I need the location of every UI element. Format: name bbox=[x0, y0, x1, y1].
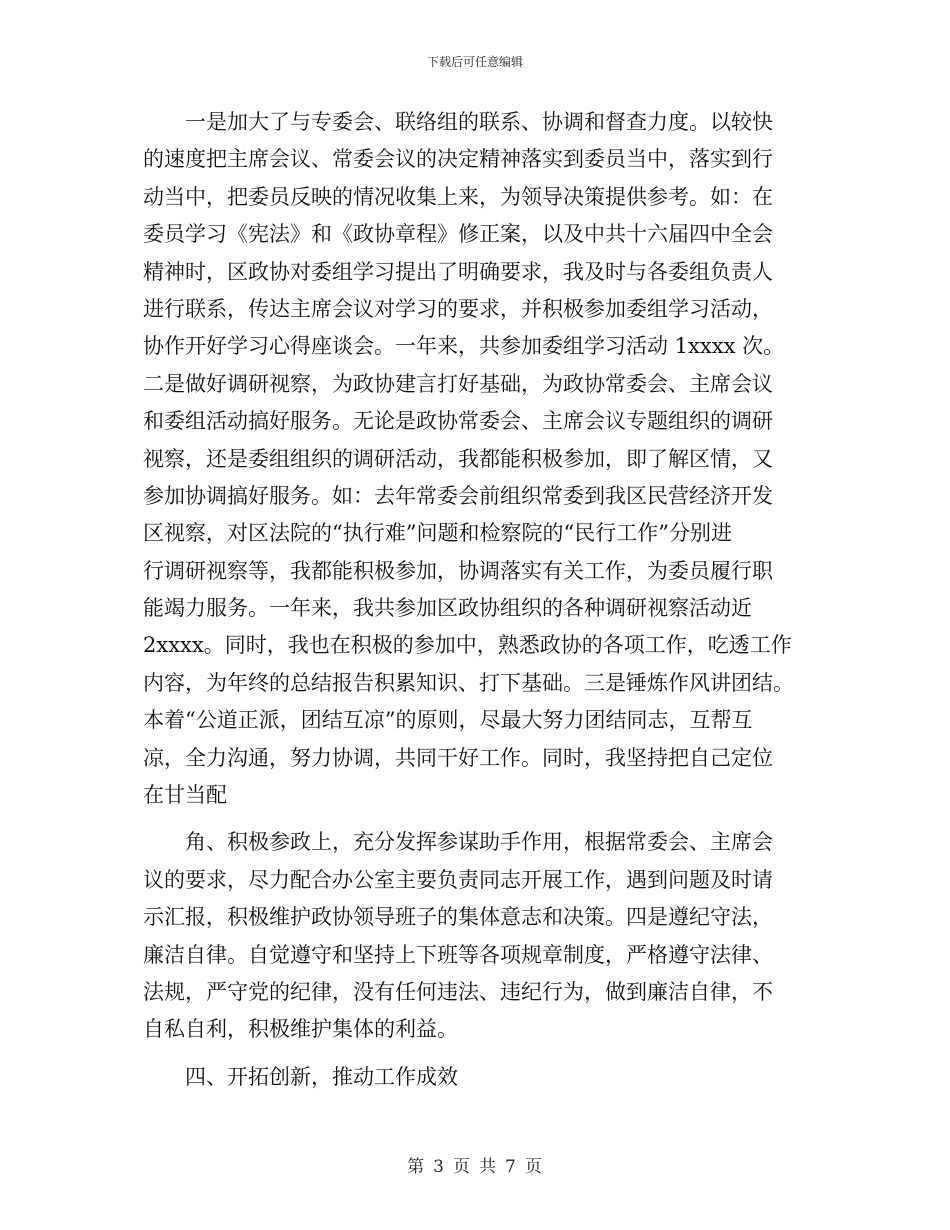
text-line: 一是加大了与专委会、联络组的联系、协调和督查力度。以较快 bbox=[185, 110, 773, 134]
total-pages-number: 7 bbox=[505, 1157, 517, 1177]
text-line: 2xxxx。同时，我也在积极的参加中，熟悉政协的各项工作，吃透工作 bbox=[143, 633, 792, 658]
page-label-suffix: 页 bbox=[524, 1157, 543, 1177]
text-line: 的速度把主席会议、常委会议的决定精神落实到委员当中，落实到行 bbox=[143, 147, 773, 172]
page-footer bbox=[0, 1152, 950, 1177]
text-line: 二是做好调研视察，为政协建言打好基础，为政协常委会、主席会议 bbox=[143, 371, 773, 396]
text-line: 行调研视察等，我都能积极参加，协调落实有关工作，为委员履行职 bbox=[143, 558, 773, 583]
text-line: 能竭力服务。一年来，我共参加区政协组织的各种调研视察活动近 bbox=[143, 596, 752, 621]
section-heading: 四、开拓创新，推动工作成效 bbox=[185, 1064, 458, 1089]
current-page-number: 3 bbox=[433, 1157, 445, 1177]
text-line: 凉，全力沟通，努力协调，共同干好工作。同时，我坚持把自己定位 bbox=[143, 745, 773, 770]
text-line: 在甘当配 bbox=[143, 783, 227, 808]
text-line: 动当中，把委员反映的情况收集上来，为领导决策提供参考。如：在 bbox=[143, 184, 773, 209]
text-line: 协作开好学习心得座谈会。一年来，共参加委组学习活动 1xxxx 次。 bbox=[143, 334, 785, 359]
body-text bbox=[143, 104, 808, 1096]
text-line: 进行联系，传达主席会议对学习的要求，并积极参加委组学习活动， bbox=[143, 296, 773, 321]
text-line: 参加协调搞好服务。如：去年常委会前组织常委到我区民营经济开发 bbox=[143, 483, 773, 508]
text-line: 自私自利，积极维护集体的利益。 bbox=[143, 1017, 458, 1042]
text-line: 内容，为年终的总结报告积累知识、打下基础。三是锤炼作风讲团结。 bbox=[143, 670, 794, 695]
text-line: 和委组活动搞好服务。无论是政协常委会、主席会议专题组织的调研 bbox=[143, 409, 773, 434]
text-line: 区视察，对区法院的“执行难”问题和检察院的“民行工作”分别进 bbox=[143, 521, 732, 546]
page-label-mid1: 页 bbox=[453, 1157, 471, 1177]
page-label-prefix: 第 bbox=[407, 1157, 426, 1177]
page-label-mid2: 共 bbox=[479, 1157, 497, 1177]
text-line: 视察，还是委组组织的调研活动，我都能积极参加，即了解区情，又 bbox=[143, 446, 773, 471]
header-note: 下载后可任意编辑 bbox=[426, 55, 523, 69]
text-line: 委员学习《宪法》和《政协章程》修正案，以及中共十六届四中全会 bbox=[143, 222, 773, 247]
text-line: 示汇报，积极维护政协领导班子的集体意志和决策。四是遵纪守法， bbox=[143, 905, 773, 930]
text-line: 本着“公道正派，团结互凉”的原则，尽最大努力团结同志，互帮互 bbox=[143, 708, 753, 733]
text-line: 角、积极参政上，充分发挥参谋助手作用，根据常委会、主席会 bbox=[185, 830, 773, 855]
text-line: 议的要求，尽力配合办公室主要负责同志开展工作，遇到问题及时请 bbox=[143, 867, 773, 892]
text-line: 精神时，区政协对委组学习提出了明确要求，我及时与各委组负责人 bbox=[143, 259, 773, 284]
text-line: 法规，严守党的纪律，没有任何违法、违纪行为，做到廉洁自律，不 bbox=[143, 979, 773, 1004]
text-line: 廉洁自律。自觉遵守和坚持上下班等各项规章制度，严格遵守法律、 bbox=[143, 942, 773, 967]
